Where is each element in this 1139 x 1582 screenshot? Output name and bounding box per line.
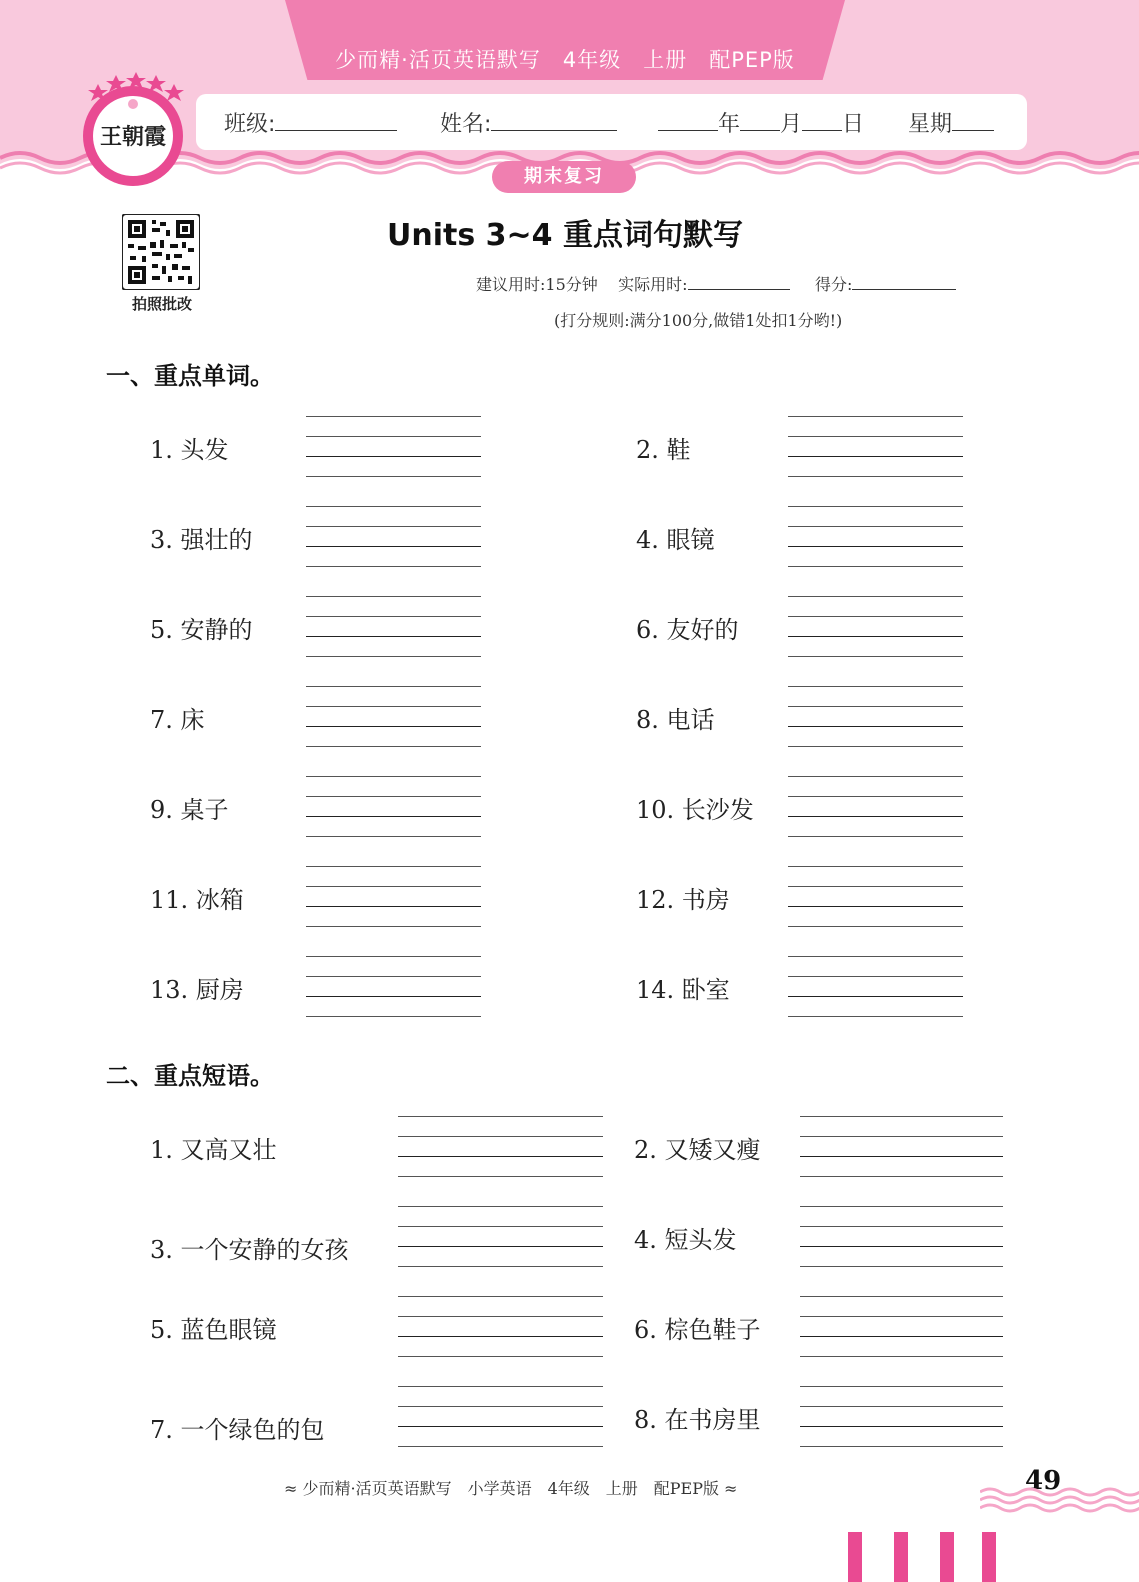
answer-writing-lines[interactable] (398, 1386, 603, 1446)
answer-writing-lines[interactable] (306, 776, 481, 836)
day-label: 日 (842, 112, 865, 137)
item-label: 2. 鞋 (636, 436, 691, 464)
year-label: 年 (718, 112, 741, 137)
actual-time-blank[interactable] (688, 273, 790, 290)
month-blank[interactable] (740, 110, 780, 131)
item-label: 5. 安静的 (150, 616, 253, 644)
answer-writing-lines[interactable] (398, 1206, 603, 1266)
item-label: 14. 卧室 (636, 976, 730, 1004)
year-blank[interactable] (658, 110, 718, 131)
answer-writing-lines[interactable] (788, 416, 963, 476)
section1-heading: 一、重点单词。 (106, 362, 274, 390)
weekday-label: 星期 (908, 112, 953, 137)
item-label: 9. 桌子 (150, 796, 229, 824)
answer-writing-lines[interactable] (306, 596, 481, 656)
item-label: 3. 强壮的 (150, 526, 253, 554)
item-label: 11. 冰箱 (150, 886, 244, 914)
item-label: 6. 友好的 (636, 616, 739, 644)
student-info-bar (196, 94, 1027, 150)
answer-writing-lines[interactable] (788, 956, 963, 1016)
month-label: 月 (780, 112, 803, 137)
answer-writing-lines[interactable] (788, 596, 963, 656)
answer-writing-lines[interactable] (306, 686, 481, 746)
corner-wave-decoration (980, 1484, 1139, 1514)
item-label: 6. 棕色鞋子 (634, 1316, 761, 1344)
day-blank[interactable] (802, 110, 842, 131)
qr-code-icon[interactable] (122, 214, 200, 290)
timing-line (476, 272, 956, 295)
weekday-blank[interactable] (952, 110, 994, 131)
item-label: 8. 在书房里 (634, 1406, 761, 1434)
section2-heading: 二、重点短语。 (106, 1062, 274, 1090)
logo-text: 王朝霞 (99, 124, 167, 150)
footer-text: ≈ 少而精·活页英语默写 小学英语 4年级 上册 配PEP版 ≈ (284, 1479, 738, 1498)
item-label: 13. 厨房 (150, 976, 244, 1004)
answer-writing-lines[interactable] (306, 956, 481, 1016)
answer-writing-lines[interactable] (788, 506, 963, 566)
answer-writing-lines[interactable] (788, 866, 963, 926)
publisher-logo (78, 70, 188, 190)
score-blank[interactable] (852, 273, 956, 290)
item-label: 5. 蓝色眼镜 (150, 1316, 277, 1344)
item-label: 12. 书房 (636, 886, 730, 914)
item-label: 3. 一个安静的女孩 (150, 1236, 349, 1264)
item-label: 1. 又高又壮 (150, 1136, 277, 1164)
answer-writing-lines[interactable] (800, 1206, 1003, 1266)
item-label: 4. 眼镜 (636, 526, 715, 554)
weekday-field[interactable] (908, 107, 994, 138)
actual-time-label: 实际用时: (618, 275, 688, 294)
answer-writing-lines[interactable] (788, 776, 963, 836)
item-label: 1. 头发 (150, 436, 229, 464)
page-number: 49 (1025, 1466, 1062, 1496)
answer-writing-lines[interactable] (306, 416, 481, 476)
item-label: 7. 一个绿色的包 (150, 1416, 325, 1444)
score-label: 得分: (814, 275, 853, 294)
answer-writing-lines[interactable] (306, 866, 481, 926)
answer-writing-lines[interactable] (306, 506, 481, 566)
qr-label: 拍照批改 (131, 295, 192, 313)
answer-writing-lines[interactable] (398, 1296, 603, 1356)
page-title: Units 3~4 重点词句默写 (387, 218, 743, 253)
class-label: 班级: (224, 112, 276, 137)
scoring-rule: (打分规则:满分100分,做错1处扣1分哟!) (554, 311, 843, 330)
date-field[interactable] (658, 107, 864, 138)
suggested-time: 建议用时:15分钟 (476, 275, 598, 294)
answer-writing-lines[interactable] (398, 1116, 603, 1176)
name-label: 姓名: (440, 112, 492, 137)
item-label: 7. 床 (150, 706, 205, 734)
page-edge-bars (848, 1532, 1008, 1582)
item-label: 2. 又矮又瘦 (634, 1136, 761, 1164)
review-badge: 期末复习 (492, 161, 636, 193)
series-title: 少而精·活页英语默写 4年级 上册 配PEP版 (335, 48, 795, 72)
item-label: 4. 短头发 (634, 1226, 737, 1254)
name-blank[interactable] (491, 110, 617, 131)
answer-writing-lines[interactable] (800, 1116, 1003, 1176)
item-label: 10. 长沙发 (636, 796, 754, 824)
class-blank[interactable] (275, 110, 397, 131)
name-field[interactable] (440, 107, 617, 138)
answer-writing-lines[interactable] (800, 1296, 1003, 1356)
answer-writing-lines[interactable] (788, 686, 963, 746)
answer-writing-lines[interactable] (800, 1386, 1003, 1446)
item-label: 8. 电话 (636, 706, 715, 734)
class-field[interactable] (224, 107, 397, 138)
